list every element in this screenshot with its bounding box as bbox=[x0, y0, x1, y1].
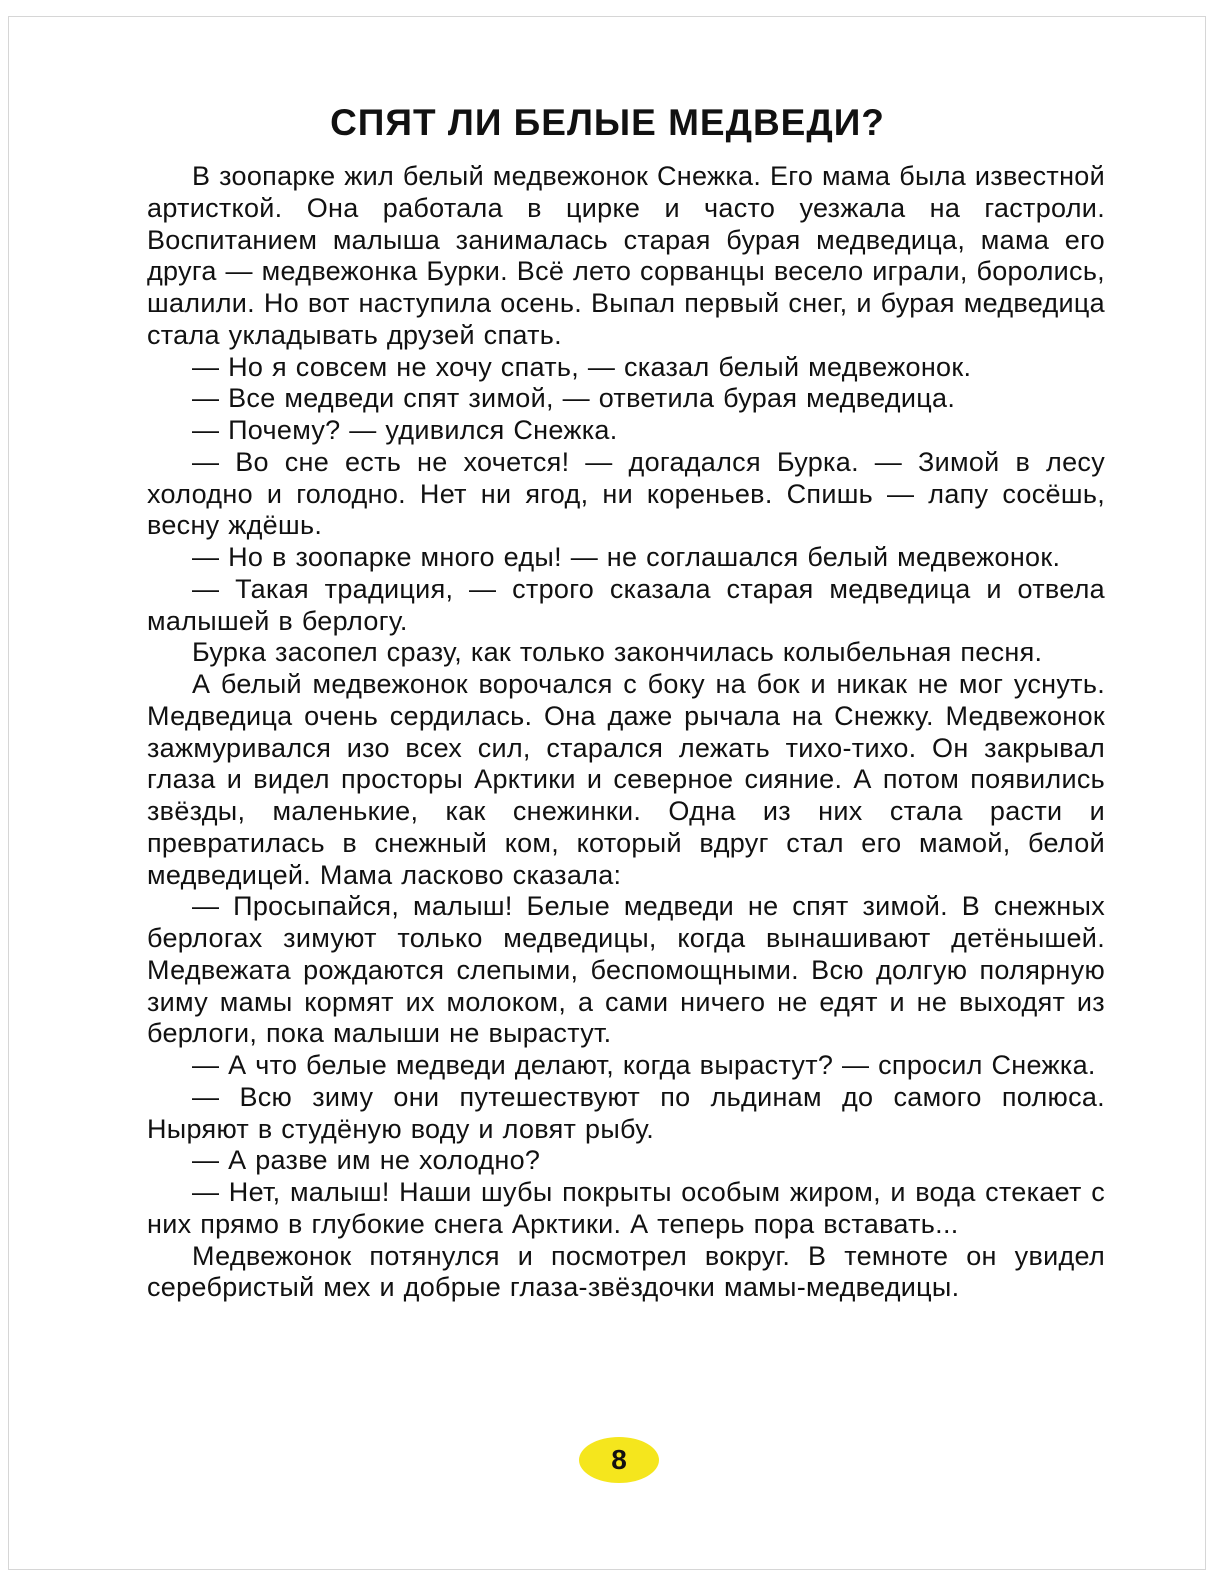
paragraph: — Во сне есть не хочется! — догадался Бурка. — Зимой в лесу холодно и голодно. Нет ни ягод, ни кореньев. Спишь — лапу сосёшь, весну ждёшь. bbox=[147, 446, 1105, 541]
paragraph: — Просыпайся, малыш! Белые медведи не спят зимой. В снежных берлогах зимуют только медведицы, когда вынашивают детёнышей. Медвежата рождаются слепыми, беспомощными. Всю долгую полярную зиму мамы кормят их молоком, а сами ничего не едят и не выходят из берлоги, пока малыши не вырастут. bbox=[147, 891, 1105, 1049]
paragraph: — Но я совсем не хочу спать, — сказал белый медвежонок. bbox=[192, 351, 972, 382]
paragraph: — А что белые медведи делают, когда вырастут? — спросил Снежка. bbox=[192, 1050, 1096, 1080]
paragraph: — А разве им не холодно? bbox=[192, 1145, 541, 1176]
story-title: СПЯТ ЛИ БЕЛЫЕ МЕДВЕДИ? bbox=[330, 102, 885, 143]
page-number-badge: 8 bbox=[579, 1437, 659, 1483]
paragraph: В зоопарке жил белый медвежонок Снежка. Его мама была известной артисткой. Она работала в цирке и часто уезжала на гастроли. Воспитанием малыша занималась старая бурая медведица, мама его друга — медвежонка Бурки. Всё лето сорванцы весело играли, боролись, шалили. Но вот наступила осень. Выпал первый снег, и бурая медведица стала укладывать друзей спать. bbox=[147, 161, 1105, 350]
story-text bbox=[147, 161, 1105, 1304]
paragraph: — Такая традиция, — строго сказала старая медведица и отвела малышей в берлогу. bbox=[147, 573, 1105, 636]
paragraph: — Но в зоопарке много еды! — не соглашался белый медвежонок. bbox=[192, 542, 1061, 572]
paragraph: — Нет, малыш! Наши шубы покрыты особым жиром, и вода стекает с них прямо в глубокие снега Арктики. А теперь пора вставать... bbox=[147, 1177, 1105, 1239]
paragraph: Медвежонок потянулся и посмотрел вокруг. В темноте он увидел серебристый мех и добрые глаза-звёздочки мамы-медведицы. bbox=[147, 1240, 1105, 1303]
paragraph: — Все медведи спят зимой, — ответила бурая медведица. bbox=[192, 383, 956, 414]
paragraph: Бурка засопел сразу, как только закончилась колыбельная песня. bbox=[192, 637, 1043, 668]
paragraph: — Почему? — удивился Снежка. bbox=[192, 415, 618, 445]
paragraph: А белый медвежонок ворочался с боку на бок и никак не мог уснуть. Медведица очень сердилась. Она даже рычала на Снежку. Медвежонок зажмуривался изо всех сил, старался лежать тихо-тихо. Он закрывал глаза и видел просторы Арктики и северное сияние. А потом появились звёзды, маленькие, как снежинки. Одна из них стала расти и превратилась в снежный ком, который вдруг стал его мамой, белой медведицей. Мама ласково сказала: bbox=[147, 669, 1105, 890]
paragraph: — Всю зиму они путешествуют по льдинам до самого полюса. Ныряют в студёную воду и ловят рыбу. bbox=[147, 1081, 1105, 1144]
